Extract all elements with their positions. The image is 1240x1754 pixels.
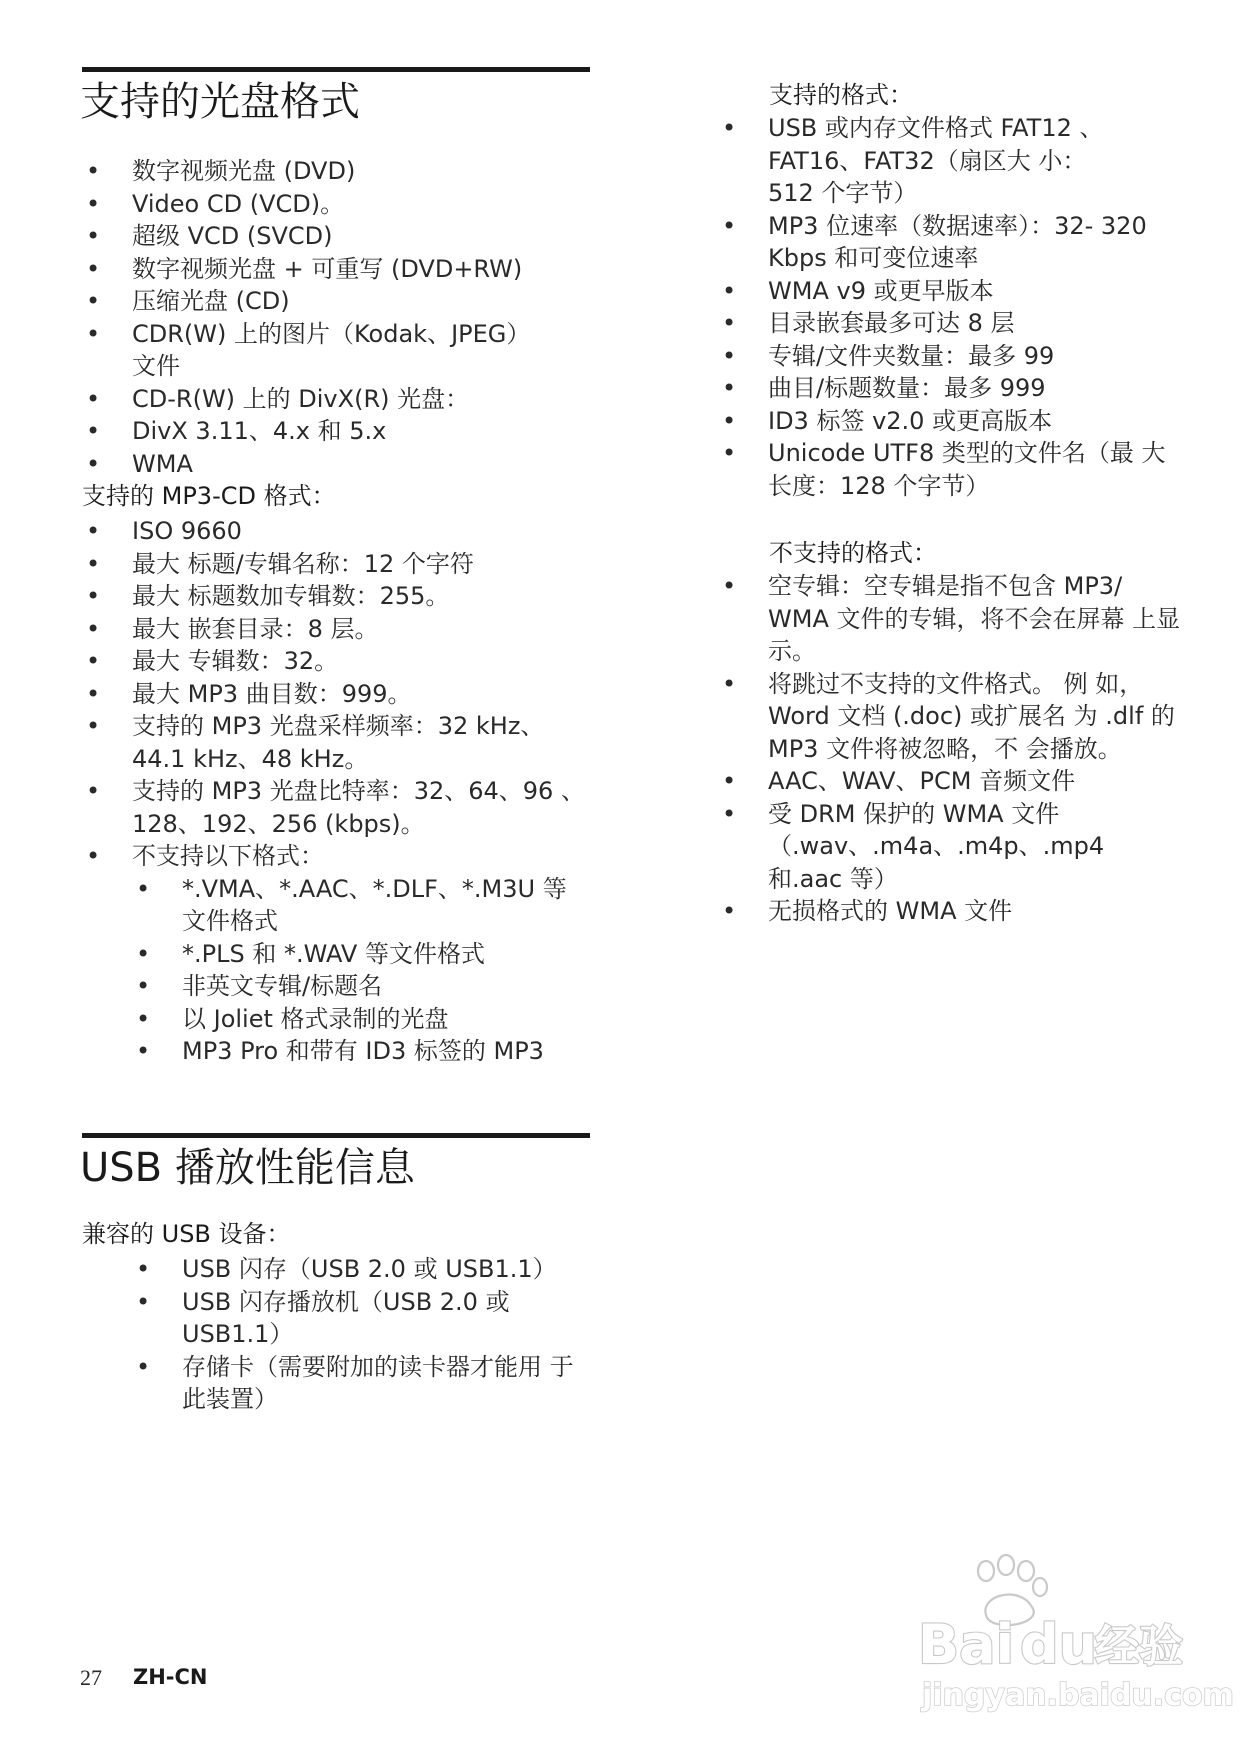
list-item: • 曲目/标题数量：最多 999	[718, 372, 1188, 405]
list-item: • USB 闪存播放机（USB 2.0 或 USB1.1）	[136, 1287, 510, 1348]
usb-section-title: USB 播放性能信息	[80, 1145, 415, 1191]
list-item: • ISO 9660	[82, 515, 590, 548]
bullet: •	[86, 842, 101, 870]
list-item: • AAC、WAV、PCM 音频文件	[718, 765, 1188, 798]
bullet: •	[86, 712, 101, 740]
sub-list-item: • *.PLS 和 *.WAV 等文件格式	[132, 938, 590, 971]
watermark-brand-cn: 经验	[1095, 1621, 1183, 1672]
bullet: •	[86, 319, 101, 348]
list-item: • ID3 标签 v2.0 或更高版本	[718, 405, 1188, 438]
bullet: •	[722, 406, 737, 435]
watermark-brand: Bai	[918, 1613, 1015, 1676]
bullet: •	[86, 647, 101, 675]
bullet: •	[86, 449, 101, 478]
list-item: • 最大 MP3 曲目数：999。	[82, 678, 590, 711]
list-item: • 数字视频光盘 (DVD)	[82, 155, 590, 188]
disc-format-list	[82, 155, 590, 480]
bullet: •	[136, 972, 151, 1000]
baidu-jingyan-watermark	[870, 1555, 1234, 1720]
list-item: • 专辑/文件夹数量：最多 99	[718, 340, 1188, 373]
bullet: •	[722, 799, 737, 828]
bullet: •	[86, 254, 101, 283]
bullet: •	[722, 669, 737, 698]
bullet: •	[86, 287, 101, 315]
section-rule-usb	[82, 1133, 590, 1138]
supported-format-list	[718, 112, 1188, 502]
sub-list-item: • MP3 Pro 和带有 ID3 标签的 MP3	[132, 1035, 590, 1068]
section-rule-disc	[82, 67, 590, 72]
watermark-brand-du: du	[1020, 1613, 1098, 1676]
list-item: • 不支持以下格式： • *.VMA、*.AAC、*.DLF、*.M3U 等 文件格式 • *.PLS 和 *.WAV 等文件格式 • 非英文专辑/标题名 • 以 Joliet 格式录制的光盘 • MP3 Pro 和带有 ID3 标签的 MP3	[82, 840, 590, 1068]
list-item: • DivX 3.11、4.x 和 5.x	[82, 415, 590, 448]
bullet: •	[136, 1352, 151, 1381]
bullet: •	[86, 157, 101, 185]
bullet: •	[722, 374, 737, 402]
sub-list-item: • *.VMA、*.AAC、*.DLF、*.M3U 等 文件格式	[136, 874, 567, 935]
bullet: •	[86, 384, 101, 413]
bullet: •	[722, 897, 737, 925]
sub-list-item: • 非英文专辑/标题名	[132, 970, 590, 1003]
list-item: • WMA	[82, 448, 590, 481]
bullet: •	[136, 1255, 151, 1283]
list-item: • 空专辑：空专辑是指不包含 MP3/ WMA 文件的专辑，将不会在屏幕 上显示。	[722, 572, 1181, 665]
list-item: • 存储卡（需要附加的读卡器才能用 于此装置）	[136, 1352, 574, 1413]
bullet: •	[136, 939, 151, 968]
bullet: •	[86, 549, 101, 578]
bullet: •	[722, 341, 737, 370]
list-item: • CDR(W) 上的图片（Kodak、JPEG） 文件	[86, 319, 531, 380]
list-item: • USB 闪存（USB 2.0 或 USB1.1）	[132, 1253, 590, 1286]
usb-devices-heading: 兼容的 USB 设备：	[82, 1220, 291, 1248]
list-item: • 最大 嵌套目录：8 层。	[82, 613, 590, 646]
bullet: •	[722, 439, 737, 467]
disc-section-title: 支持的光盘格式	[80, 79, 360, 125]
bullet: •	[86, 517, 101, 545]
bullet: •	[136, 874, 151, 903]
mp3-heading: 支持的 MP3-CD 格式：	[82, 482, 336, 510]
watermark-url: jingyan.baidu.com	[922, 1678, 1234, 1713]
list-item: • Video CD (VCD)。	[82, 188, 590, 221]
sub-list-item: • 以 Joliet 格式录制的光盘	[132, 1003, 590, 1036]
bullet: •	[722, 309, 737, 337]
bullet: •	[86, 189, 101, 218]
list-item: • 目录嵌套最多可达 8 层	[718, 307, 1188, 340]
bullet: •	[86, 582, 101, 610]
list-item: • WMA v9 或更早版本	[718, 275, 1188, 308]
list-item: • 支持的 MP3 光盘采样频率：32 kHz、44.1 kHz、48 kHz。	[86, 712, 545, 773]
unsupported-formats-heading: 不支持的格式：	[769, 539, 937, 567]
bullet: •	[86, 679, 101, 708]
list-item: • 无损格式的 WMA 文件	[718, 895, 1188, 928]
list-item: • 支持的 MP3 光盘比特率：32、64、96 、128、192、256 (kbps)。	[86, 777, 585, 838]
bullet: •	[722, 114, 737, 142]
bullet: •	[86, 614, 101, 643]
supported-formats-heading: 支持的格式：	[769, 81, 913, 109]
bullet: •	[136, 1287, 151, 1316]
mp3-format-list	[82, 515, 590, 1068]
bullet: •	[136, 1004, 151, 1033]
unsupported-sublist	[132, 873, 590, 1068]
list-item: • MP3 位速率（数据速率）：32- 320 Kbps 和可变位速率	[722, 211, 1147, 272]
list-item: • 将跳过不支持的文件格式。 例 如，Word 文档 (.doc) 或扩展名 为 .dlf 的 MP3 文件将被忽略，不 会播放。	[722, 669, 1175, 763]
bullet: •	[136, 1037, 151, 1065]
page-number: 27	[80, 1665, 102, 1690]
bullet: •	[722, 767, 737, 795]
list-item: • 最大 标题数加专辑数：255。	[82, 580, 590, 613]
list-item: • 受 DRM 保护的 WMA 文件 （.wav、.m4a、.m4p、.mp4 和.aac 等）	[722, 799, 1105, 893]
list-item: • 最大 专辑数：32。	[82, 645, 590, 678]
usb-device-list	[132, 1253, 590, 1416]
bullet: •	[722, 211, 737, 240]
list-item: • 最大 标题/专辑名称：12 个字符	[82, 548, 590, 581]
bullet: •	[86, 222, 101, 250]
bullet: •	[86, 417, 101, 445]
language-code: ZH-CN	[133, 1665, 208, 1689]
bullet: •	[722, 276, 737, 305]
list-item: • Unicode UTF8 类型的文件名（最 大长度：128 个字节）	[722, 439, 1166, 500]
bullet: •	[722, 572, 737, 600]
unsupported-format-list	[718, 570, 1188, 928]
list-item: • 压缩光盘 (CD)	[82, 285, 590, 318]
list-item: • CD-R(W) 上的 DivX(R) 光盘：	[82, 383, 590, 416]
list-item: • 数字视频光盘 + 可重写 (DVD+RW)	[82, 253, 590, 286]
bullet: •	[86, 777, 101, 805]
list-item: • 超级 VCD (SVCD)	[82, 220, 590, 253]
list-item: • USB 或内存文件格式 FAT12 、FAT16、FAT32（扇区大 小：512 个字节）	[722, 114, 1104, 207]
